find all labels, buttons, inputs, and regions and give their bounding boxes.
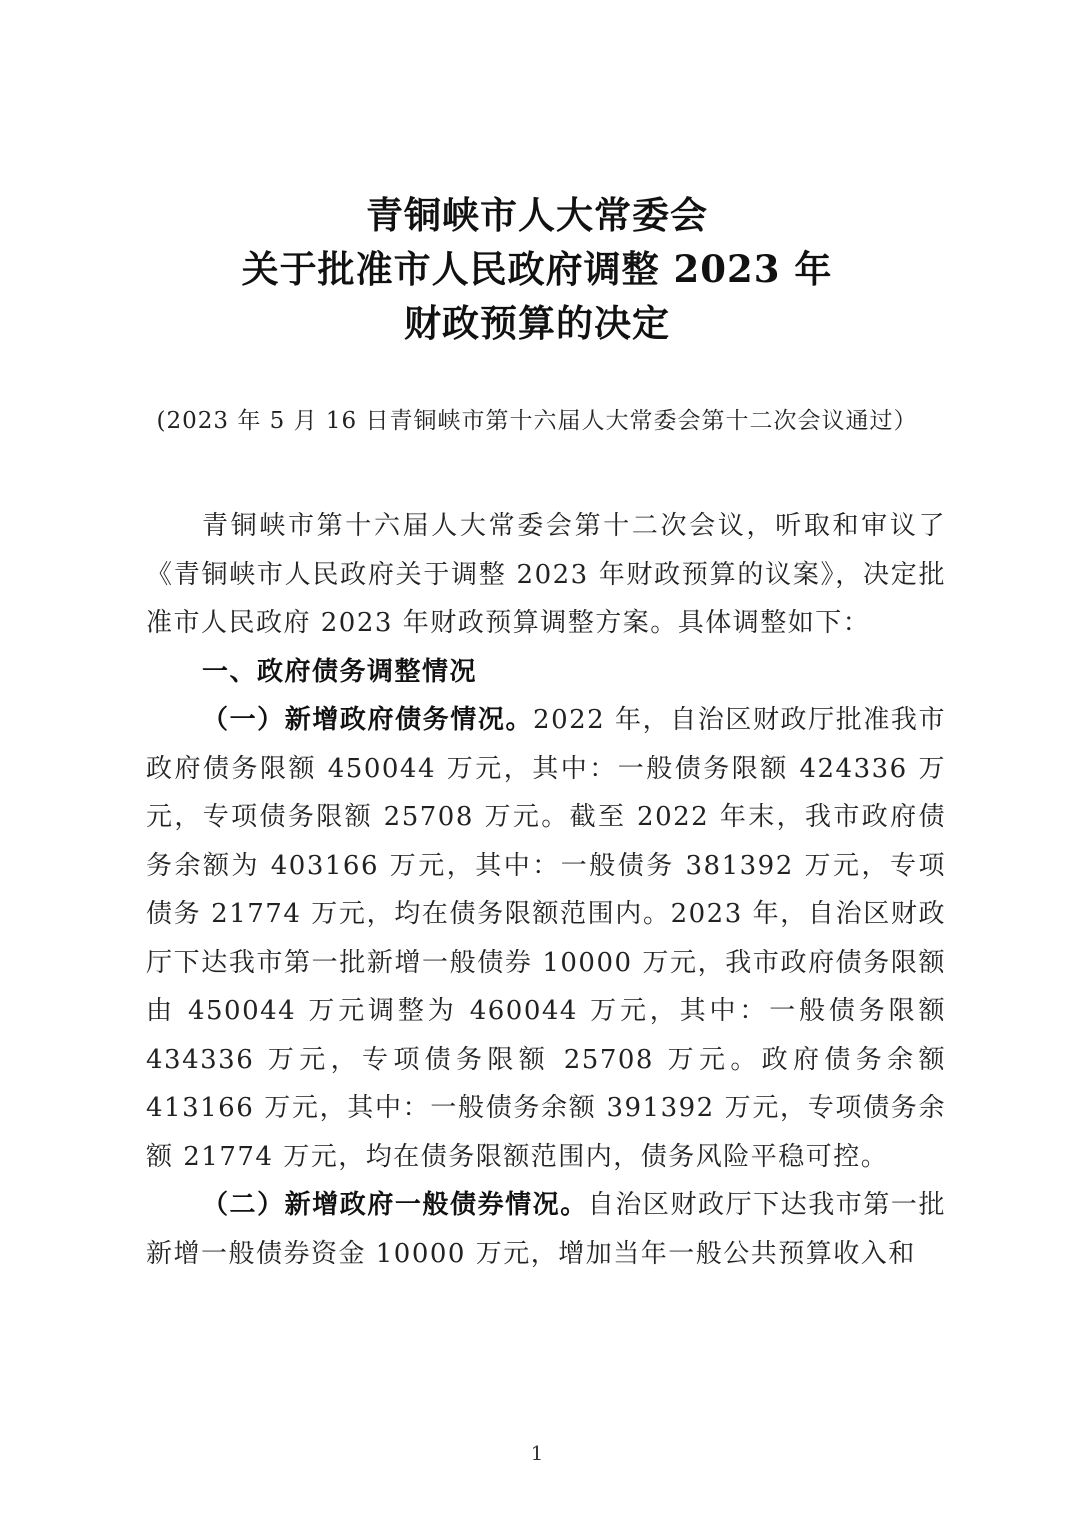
paragraph-new-government-debt [146,696,946,1181]
adoption-note: (2023 年 5 月 16 日青铜峡市第十六届人大常委会第十二次会议通过） [156,408,918,434]
intro-paragraph: 青铜峡市第十六届人大常委会第十二次会议，听取和审议了《青铜峡市人民政府关于调整 2023 年财政预算的议案》，决定批准市人民政府 2023 年财政预算调整方案。具体调整如下： [146,511,946,638]
paragraph-text: 自治区财政厅下达我市第一批新增一般债券资金 10000 万元，增加当年一般公共预算收入和 [146,1190,946,1269]
paragraph-new-general-bonds [146,1181,946,1278]
title-line-2: 关于批准市人民政府调整 2023 年 [241,247,833,291]
section-heading: 一、政府债务调整情况 [202,656,478,687]
paragraph-text: 2022 年，自治区财政厅批准我市政府债务限额 450044 万元，其中：一般债务限额 424336 万元，专项债务限额 25708 万元。截至 2022 年末，我市政府债务余额为 403166 万元，其中：一般债务 381392 万元，专项债务 21774 万元，均在债务限额范围内。2023 年，自治区财政厅下达我市第一批新增一般债券 10000 万元，我市政府债务限额由 450044 万元调整为 460044 万元，其中：一般债务限额 434336 万元，专项债务限额 25708 万元。政府债务余额 413166 万元，其中：一般债务余额 391392 万元，专项债务余额 21774 万元，均在债务限额范围内，债务风险平稳可控。 [146,705,946,1172]
page-number: 1 [530,1441,544,1465]
paragraph-lead: （二）新增政府一般债券情况。 [202,1190,588,1220]
document-body [146,502,946,1278]
paragraph-lead: （一）新增政府债务情况。 [202,705,534,735]
title-line-3: 财政预算的决定 [404,301,670,345]
document-title [0,188,1074,350]
title-line-1: 青铜峡市人大常委会 [366,193,708,237]
